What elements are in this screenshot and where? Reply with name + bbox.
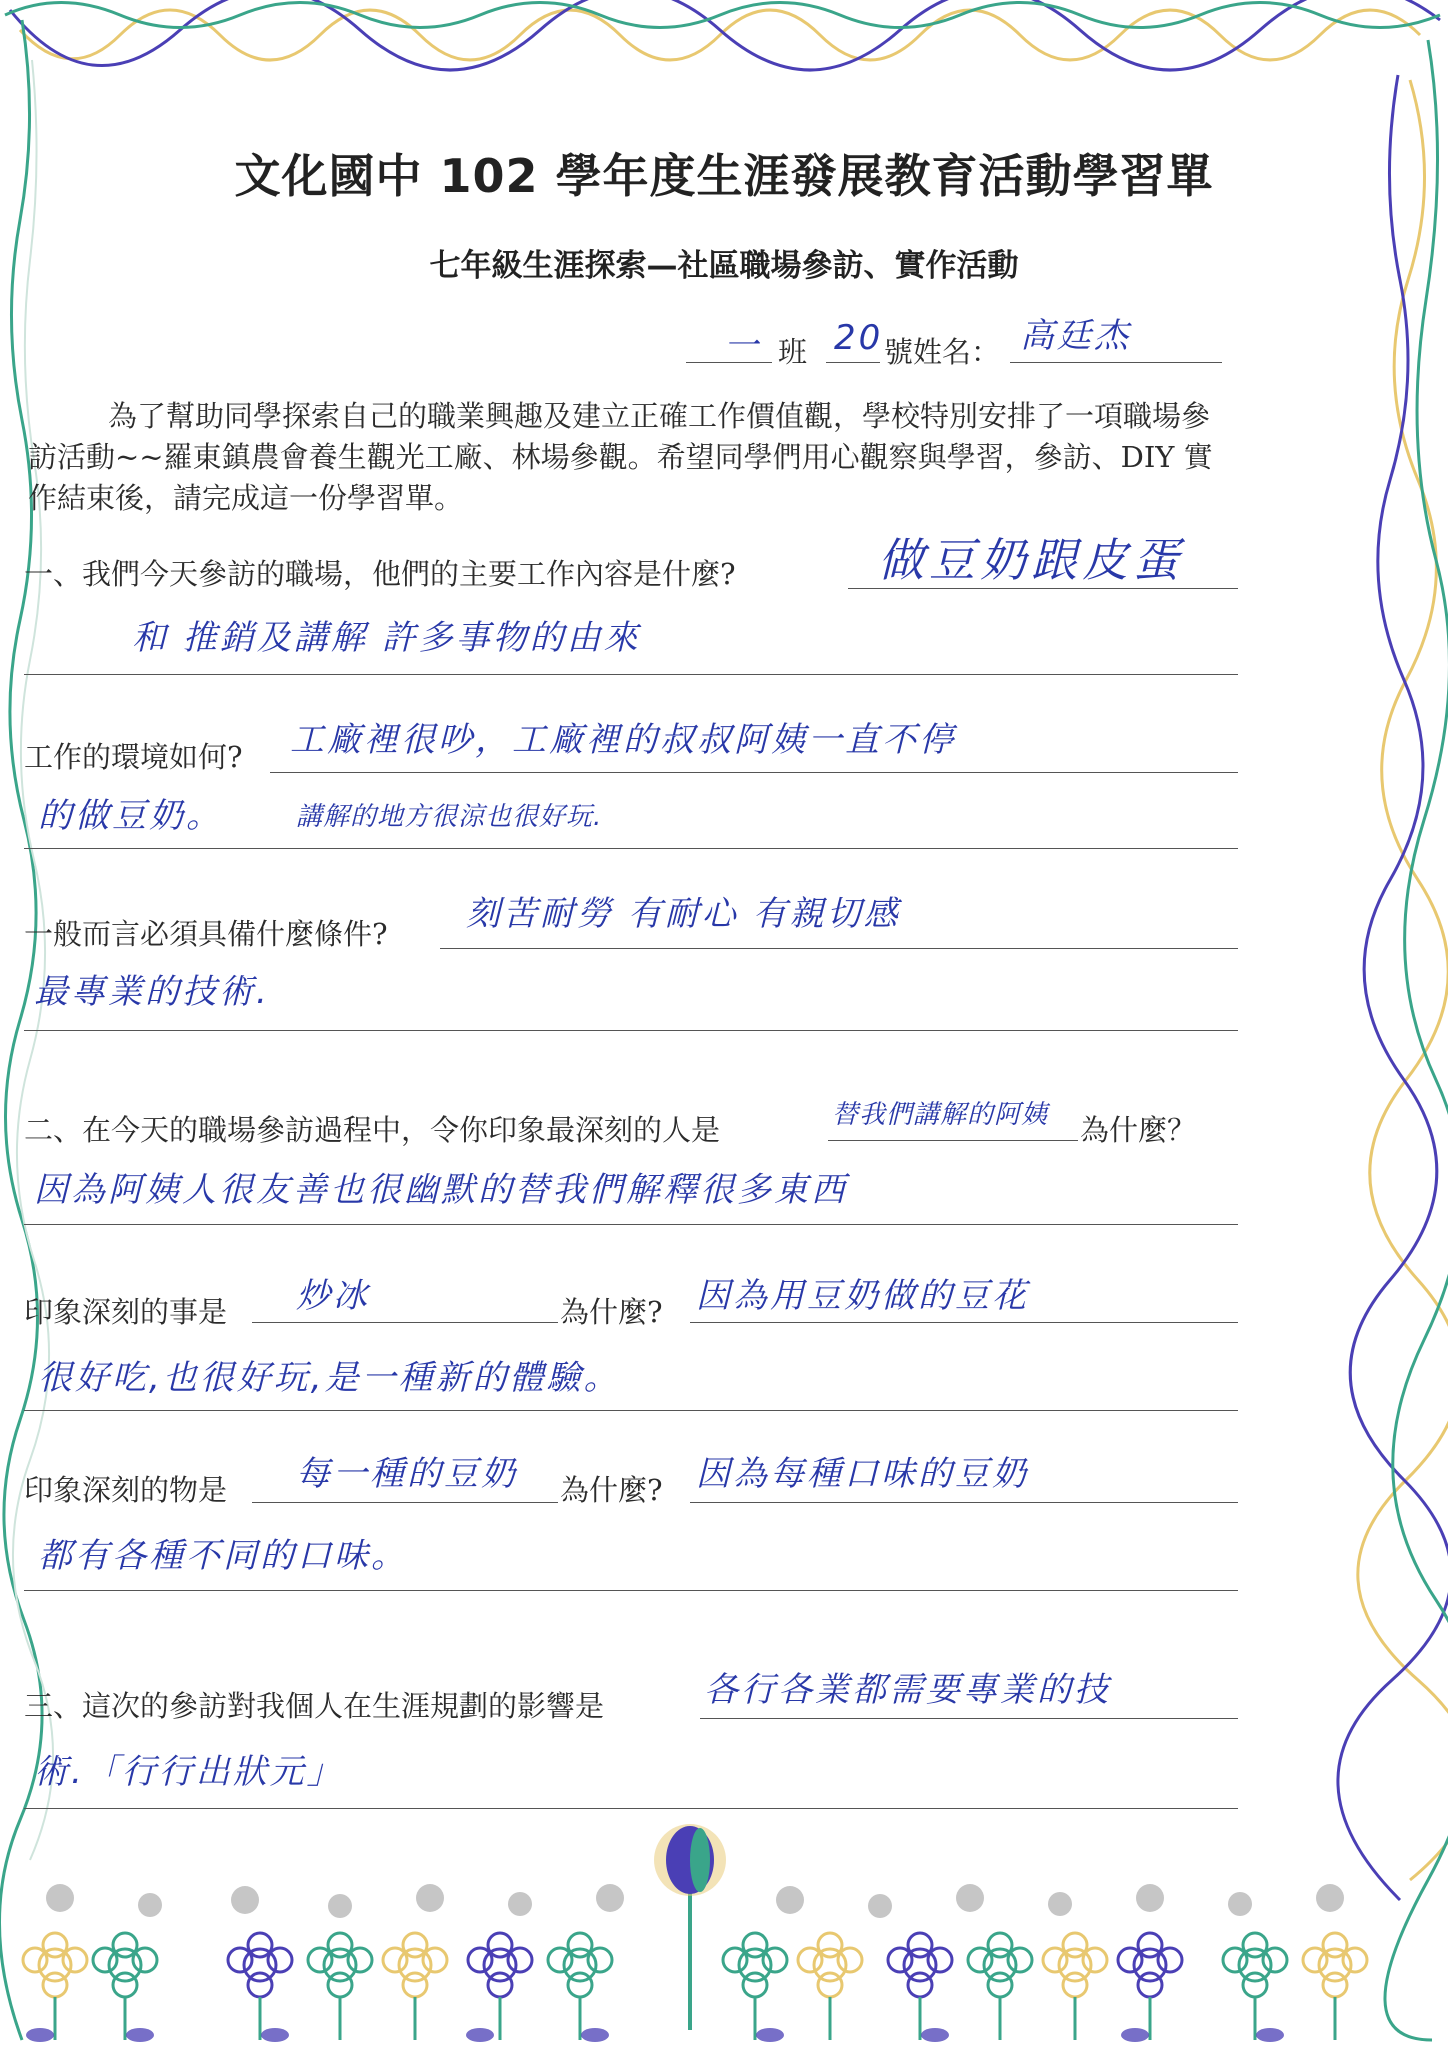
q3-answer-line2: 術.「行行出狀元」 <box>34 1752 344 1792</box>
q2-object-reason-underline-2 <box>24 1590 1238 1591</box>
q1-answer-line2: 和 推銷及講解 許多事物的由來 <box>132 618 641 658</box>
q2-person-answer: 替我們講解的阿姨 <box>832 1100 1049 1130</box>
number-name-label: 號姓名： <box>884 335 1001 369</box>
q1-condition-answer-line1: 刻苦耐勞 有耐心 有親切感 <box>466 894 901 934</box>
q1-environment-underline-1 <box>270 772 1238 773</box>
q2-person-reason: 因為阿姨人很友善也很幽默的替我們解釋很多東西 <box>34 1170 848 1210</box>
q1-environment-answer-line1: 工廠裡很吵，工廠裡的叔叔阿姨一直不停 <box>290 720 956 760</box>
q2-object-reason-line2: 都有各種不同的口味。 <box>38 1536 408 1576</box>
student-name: 高廷杰 <box>1020 316 1131 356</box>
q1-condition-underline-2 <box>24 1030 1238 1031</box>
q2-object-prompt: 印象深刻的物是 <box>24 1473 228 1507</box>
q1-condition-answer-line2: 最專業的技術. <box>34 972 270 1012</box>
q2-object-reason-line1: 因為每種口味的豆奶 <box>696 1454 1029 1494</box>
q1-condition-underline-1 <box>440 948 1238 949</box>
q2-object-reason-underline-1 <box>690 1502 1238 1503</box>
q1-environment-prompt: 工作的環境如何? <box>24 740 243 774</box>
q3-prompt: 三、這次的參訪對我個人在生涯規劃的影響是 <box>24 1689 605 1723</box>
worksheet-title: 文化國中 102 學年度生涯發展教育活動學習單 <box>234 149 1214 203</box>
q2-object-answer: 每一種的豆奶 <box>296 1454 518 1494</box>
q2-object-why-label: 為什麼? <box>560 1473 663 1507</box>
q2-event-answer: 炒冰 <box>296 1276 370 1316</box>
q2-person-reason-underline <box>24 1224 1238 1225</box>
number-underline <box>826 362 880 363</box>
q2-event-reason-underline-2 <box>24 1410 1238 1411</box>
q2-event-why-label: 為什麼? <box>560 1295 663 1329</box>
q2-why-label: 為什麼？ <box>1080 1113 1197 1147</box>
q2-event-prompt: 印象深刻的事是 <box>24 1295 228 1329</box>
class-value: 一 <box>724 326 761 366</box>
q1-environment-answer-line2a: 的做豆奶。 <box>38 796 223 836</box>
q2-prompt: 二、在今天的職場參訪過程中，令你印象最深刻的人是 <box>24 1113 721 1147</box>
q1-environment-underline-2 <box>24 848 1238 849</box>
q1-prompt: 一、我們今天參訪的職場，他們的主要工作內容是什麼? <box>24 557 736 591</box>
q1-underline-2 <box>24 674 1238 675</box>
q3-underline-1 <box>700 1718 1238 1719</box>
q3-underline-2 <box>24 1808 1238 1809</box>
q2-event-reason-underline-1 <box>690 1322 1238 1323</box>
q2-event-underline <box>252 1322 558 1323</box>
q3-answer-line1: 各行各業都需要專業的技 <box>704 1670 1111 1710</box>
q2-object-underline <box>252 1502 558 1503</box>
q2-event-reason-line2: 很好吃,也很好玩,是一種新的體驗。 <box>38 1358 621 1398</box>
class-label: 班 <box>778 335 808 369</box>
q2-event-reason-line1: 因為用豆奶做的豆花 <box>696 1276 1029 1316</box>
q1-answer-line1: 做豆奶跟皮蛋 <box>878 533 1184 587</box>
worksheet-subtitle: 七年級生涯探索—社區職場參訪、實作活動 <box>429 248 1019 284</box>
name-underline <box>1010 362 1222 363</box>
q1-environment-answer-line2b: 講解的地方很涼也很好玩. <box>296 802 603 832</box>
number-value: 20 <box>834 318 884 358</box>
q2-person-underline <box>828 1140 1078 1141</box>
q1-condition-prompt: 一般而言必須具備什麼條件? <box>24 917 388 951</box>
intro-paragraph: 為了幫助同學探索自己的職業興趣及建立正確工作價值觀，學校特別安排了一項職場參訪活動~~羅東鎮農會養生觀光工廠、林場參觀。希望同學們用心觀察與學習，參訪、DIY 實作結束後，請完成這一份學習單。 <box>28 399 1213 515</box>
